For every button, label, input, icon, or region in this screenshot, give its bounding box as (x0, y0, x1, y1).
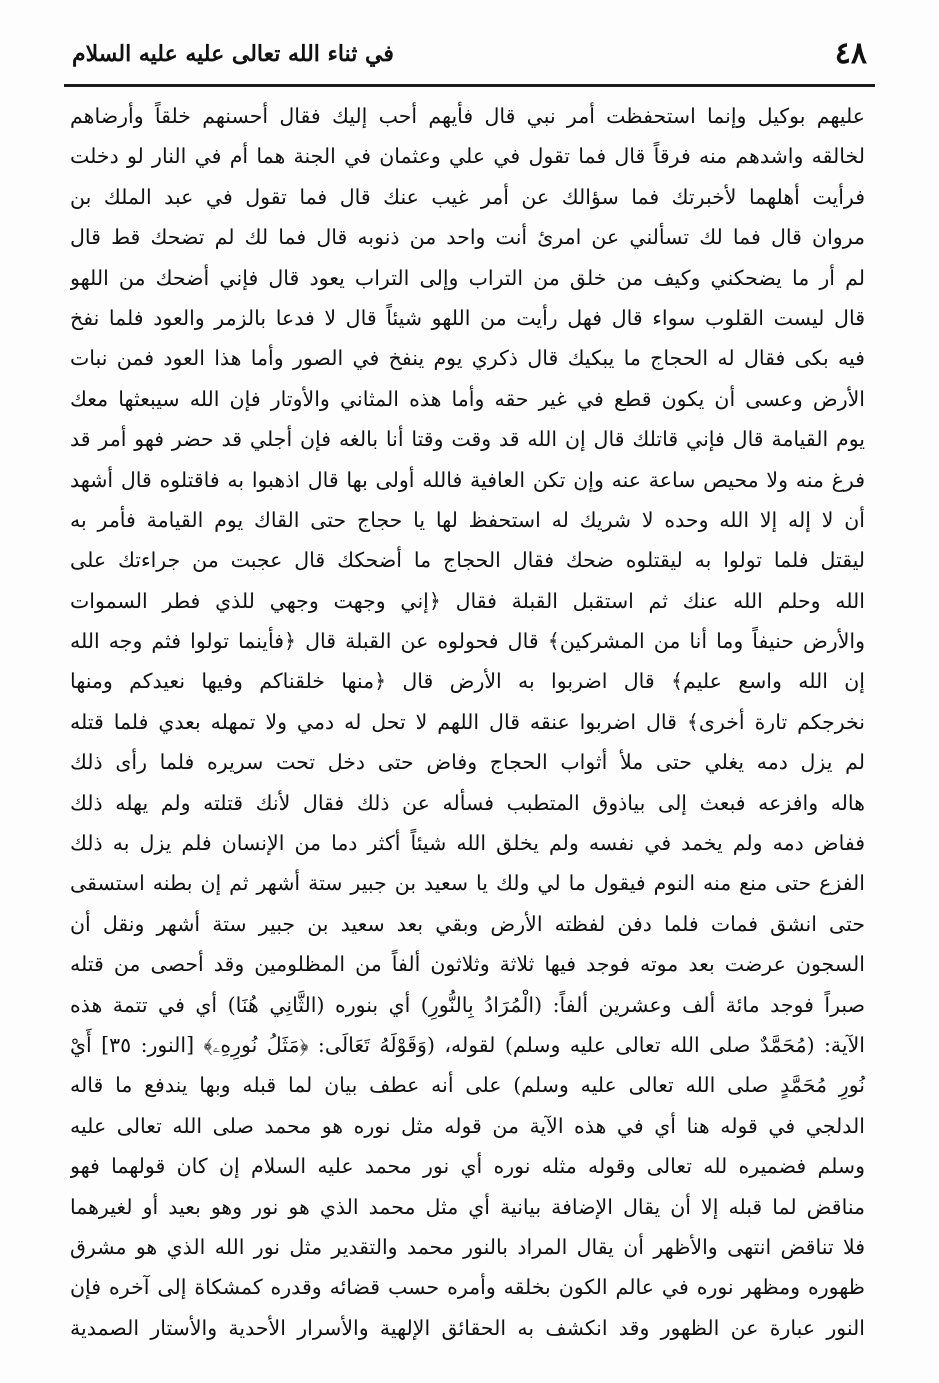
text-line: لخالقه واشدهم منه فرقاً قال فما تقول في علي وعثمان في الجنة هما أم في النار لو دخلت (70, 144, 865, 169)
text-line: أن لا إله إلا الله وحده لا شريك له استحفظ لها يا حجاج حتى القاك يوم القيامة فأمر به (70, 507, 865, 532)
header-rule (64, 84, 875, 87)
running-title: في ثناء الله تعالى عليه عليه السلام (72, 41, 394, 67)
text-line: قال ليست القلوب سواء قال فهل رأيت من اللهو شيئاً قال لا فدعا بالزمر والعود فلما نفخ (70, 305, 865, 330)
text-line: الآية: (مُحَمَّدٌ صلى الله تعالى عليه وسلم) لقوله، (وَقَوْلَهُ تَعَالَى: ﴿مَثَلُ نُورِهِۦ﴾ [النور: ٣٥] أَيْ (70, 1032, 865, 1057)
text-line: فيه بكى فقال له الحجاج ما يبكيك قال ذكري يوم ينفخ في الصور وأما هذا العود فمن نبات (70, 346, 865, 371)
text-line: ليقتل فلما تولوا به ليقتلوه ضحك فقال الحجاج ما أضحكك قال عجبت من جراءتك على (70, 548, 865, 573)
page-header (72, 34, 867, 74)
text-line: ففاض دمه ولم يخمد في نفسه ولم يخلق الله شيئاً أكثر دما من الإنسان فلم يزل به ذلك (70, 831, 865, 856)
text-line: هاله وافزعه فبعث إلى بياذوق المتطبب فسأله عن ذلك فقال لأنك قتلته ولم يهله ذلك (70, 790, 865, 815)
text-line: فرغ منه ولا محيص ساعة عنه وإن تكن العافية فالله أولى بها قال اذهبوا به فاقتلوه قال أشهد (70, 467, 865, 492)
text-line: لم أر ما يضحكني وكيف من خلق من التراب وإلى التراب يعود قال فإني أضحك من اللهو (70, 265, 865, 290)
text-line: الفزع حتى منع منه النوم فيقول ما لي ولك يا سعيد بن جبير ستة أشهر ثم إن بطنه استسقى (70, 871, 865, 896)
text-line: وسلم فضميره لله تعالى وقوله مثله نوره أي نور محمد عليه السلام إن كان قولهما فهو (70, 1154, 865, 1179)
text-line: فرأيت أهلهما لأخبرتك فما سؤالك عن أمر غيب عنك قال فما تقول في عبد الملك بن (70, 184, 865, 209)
text-line: نُورِ مُحَمَّدٍ صلى الله تعالى عليه وسلم) على أنه عطف بيان لما قبله وبها يندفع ما قاله (70, 1073, 865, 1098)
text-line: حتى انشق فمات فلما دفن لفظته الأرض وبقي بعد سعيد بن جبير ستة أشهر ونقل أن (70, 911, 865, 936)
text-line: إن الله واسع عليم﴾ قال اضربوا به الأرض قال ﴿منها خلقناكم وفيها نعيدكم ومنها (70, 669, 865, 694)
text-line: والأرض حنيفاً وما أنا من المشركين﴾ قال فحولوه عن القبلة قال ﴿فأينما تولوا فثم وجه الله (70, 629, 865, 654)
text-line: مناقض لما قبله إلا أن يقال الإضافة بيانية أي مثل محمد الذي هو نور وهو بعيد أو لغيرهما (70, 1194, 865, 1219)
text-line: الدلجي في قوله هنا أي في هذه الآية من قوله مثل نوره هو محمد صلى الله تعالى عليه (70, 1113, 865, 1138)
text-line: صبراً فوجد مائة ألف وعشرين ألفاً: (الْمُرَادُ بِالنُّورِ) أي بنوره (الثَّانِي هُنَا) أي في تتمة هذه (70, 992, 865, 1017)
text-line: الأرض وعسى أن يكون قطع في غير حقه وأما هذه المثاني والأوتار فإن الله سيبعثها معك (70, 386, 865, 411)
body-text (70, 96, 865, 1348)
text-line: الله وحلم الله عنك ثم استقبل القبلة فقال ﴿إني وجهت وجهي للذي فطر السموات (70, 588, 865, 613)
text-line: يوم القيامة قال فإني قاتلك قال إن الله قد وقت وقتا أنا بالغه فإن أجلي قد حضر فهو أمر قد (70, 427, 865, 452)
text-line: عليهم بوكيل وإنما استحفظت أمر نبي قال فأيهم أحب إليك فقال أحسنهم خلقاً وأرضاهم (70, 104, 865, 128)
text-line: النور عبارة عن الظهور وقد انكشف به الحقائق الإلهية والأسرار الأحدية والأستار الصمدية (70, 1315, 865, 1340)
text-line: لم يزل دمه يغلي حتى ملأ أثواب الحجاج وفاض حتى دخل تحت سريره فلما رأى ذلك (70, 750, 865, 775)
text-line: نخرجكم تارة أخرى﴾ قال اضربوا عنقه قال اللهم لا تحل له دمي ولا تمهله بعدي فلما قتله (70, 709, 865, 734)
page-number: ٤٨ (834, 36, 867, 71)
text-line: ظهوره ومظهر نوره في عالم الكون بخلقه وأمره حسب قضائه وقدره كمشكاة إلى آخره فإن (70, 1275, 865, 1300)
text-line: فلا تناقض انتهى والأظهر أن يقال المراد بالنور محمد والتقدير مثل نور الله الذي هو مشرق (70, 1234, 865, 1259)
text-line: مروان قال فما لك تسألني عن امرئ أنت واحد من ذنوبه قال فما لك لم تضحك قط قال (70, 225, 865, 250)
text-line: السجون عرضت بعد موته فوجد فيها ثلاثة وثلاثون ألفاً من المظلومين وقد أحصى من قتله (70, 952, 865, 977)
